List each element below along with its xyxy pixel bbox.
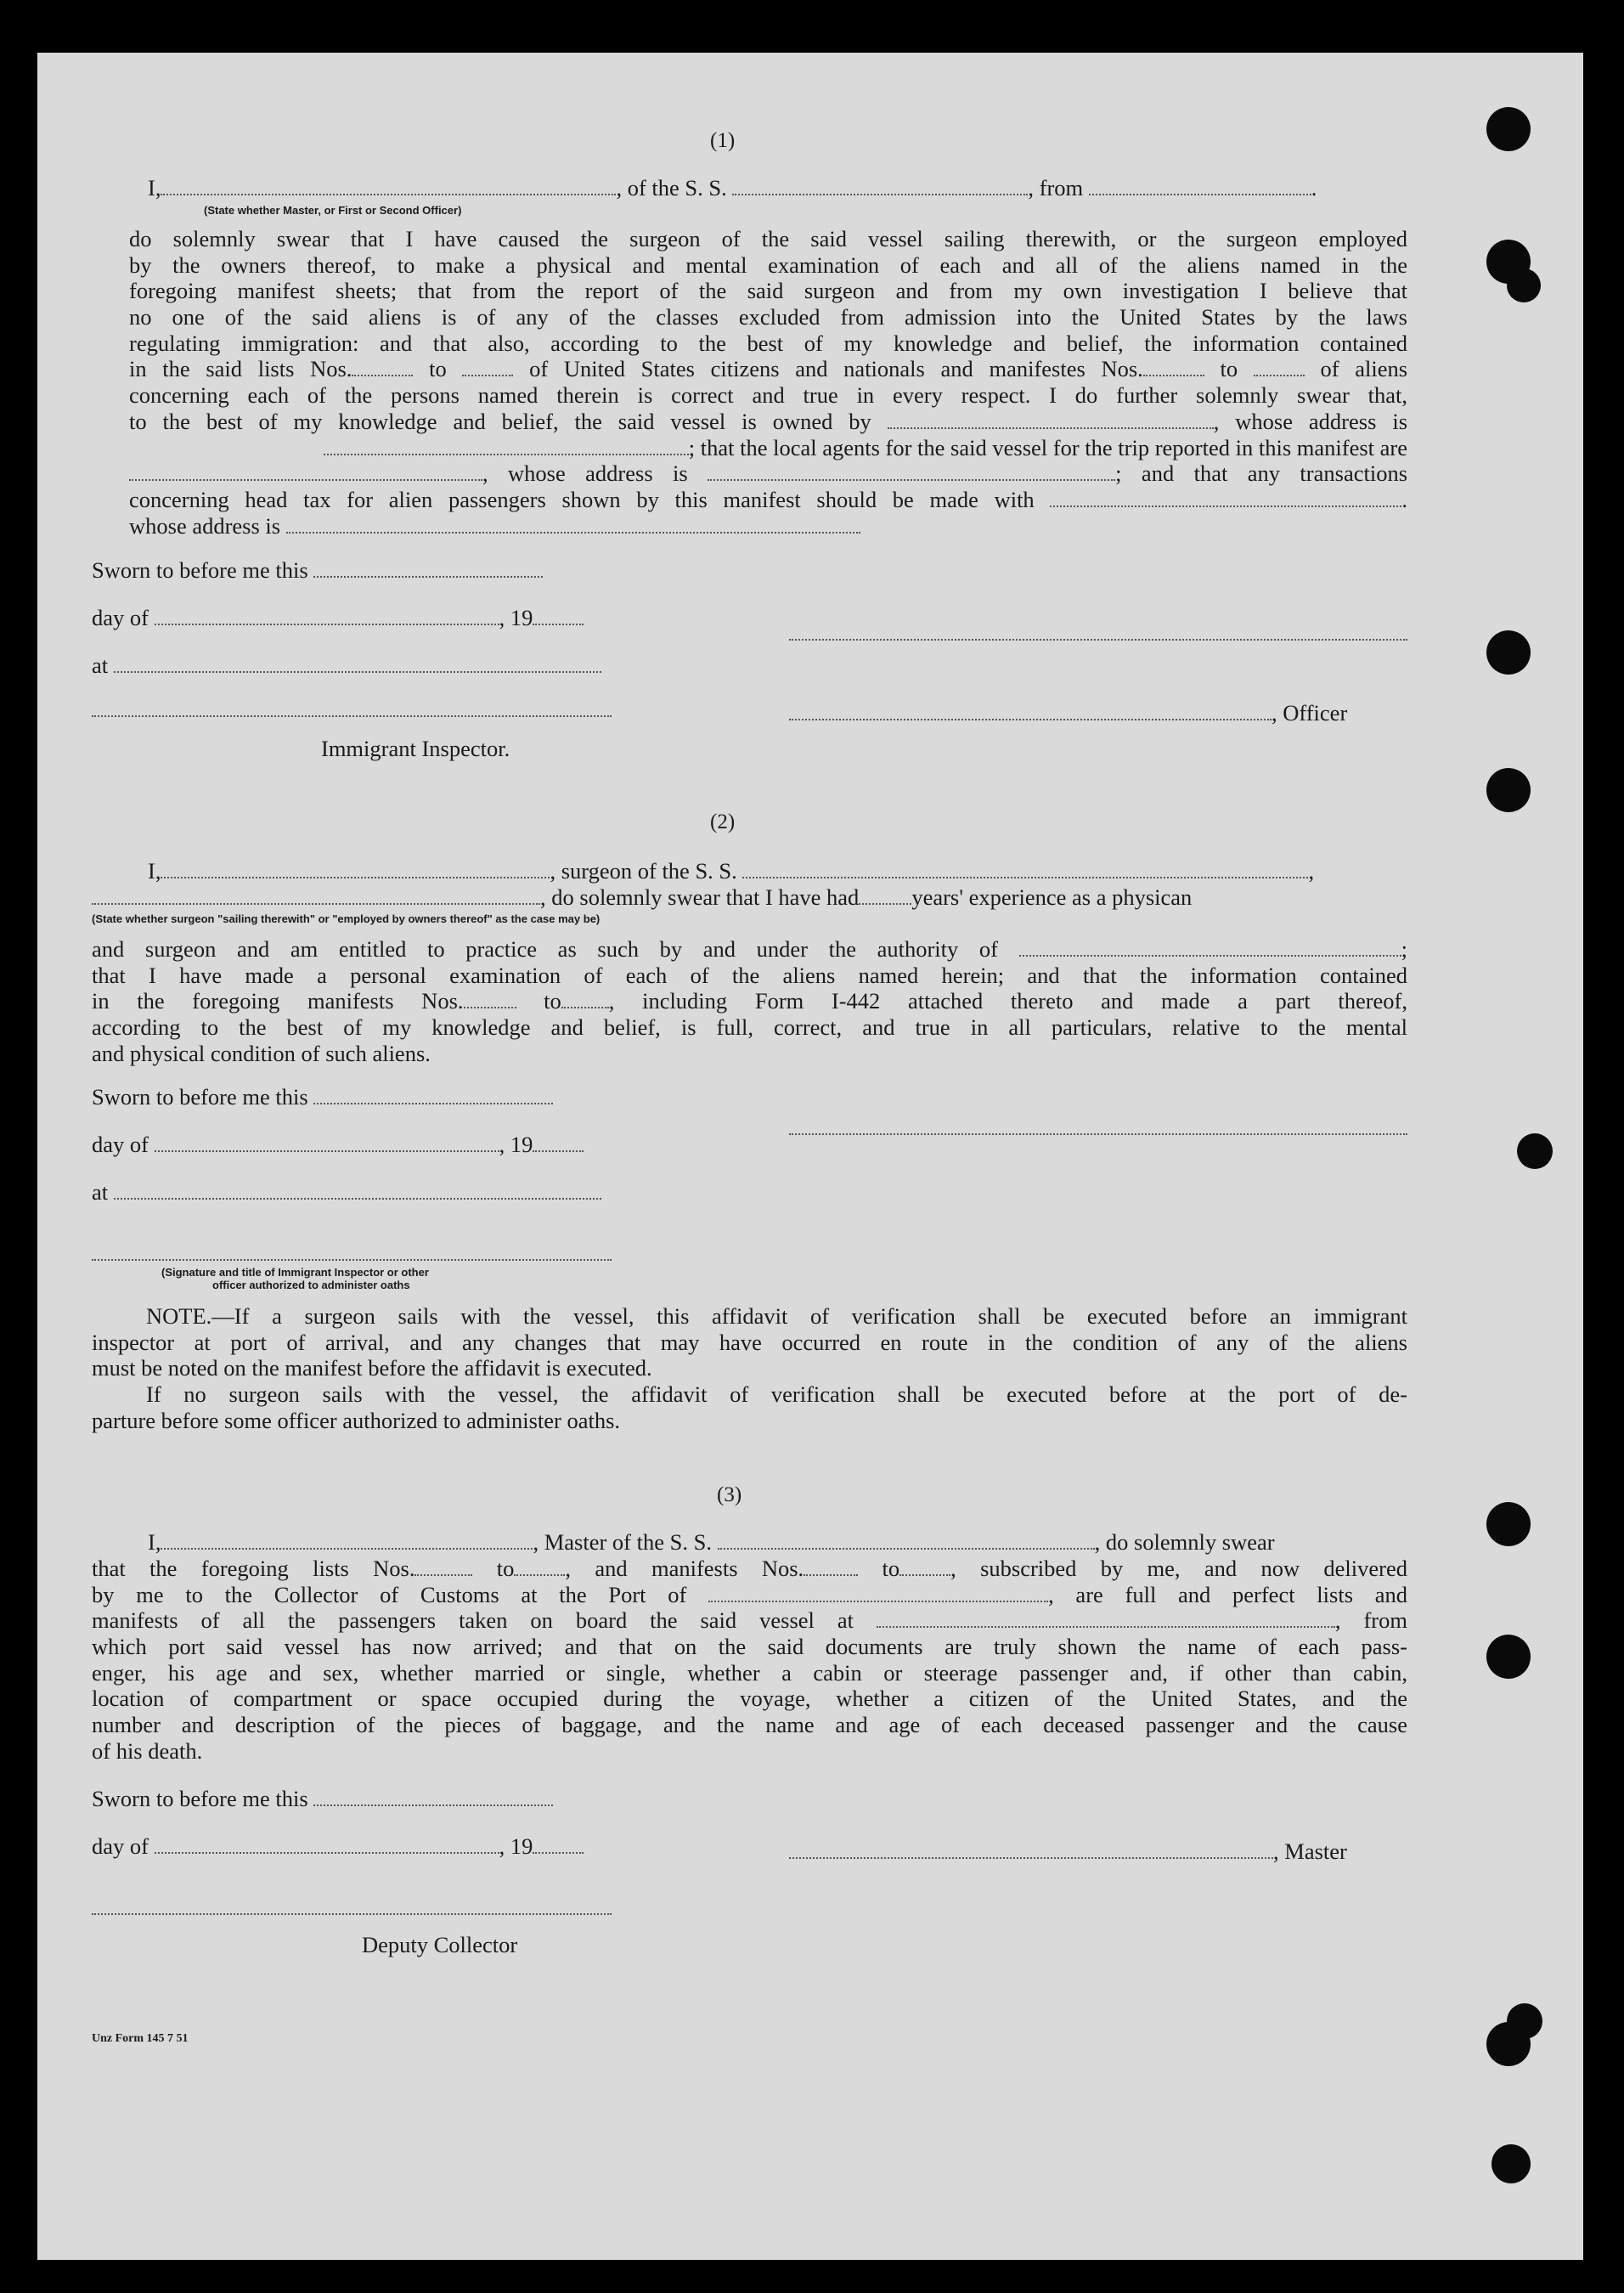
body-line: no one of the said aliens is of any of the classes excluded from admission into the United States by the laws [129,304,1407,330]
note-line: must be noted on the manifest before the affidavit is executed. [92,1355,652,1381]
inspector-signature-line[interactable] [92,1259,612,1261]
master-name-field[interactable] [161,1531,533,1550]
officer-name-field[interactable] [161,177,616,195]
body-line: that the foregoing lists Nos. to , and manifests Nos. to , subscribed by me, and now delivered [92,1556,1407,1581]
lists-to-field[interactable] [462,358,513,376]
manifests-from-field[interactable] [464,990,516,1008]
sworn-line: Sworn to before me this [92,1084,553,1110]
section-number: (2) [710,810,736,833]
body-line: concerning head tax for alien passengers shown by this manifest should be made with . [129,486,1407,512]
body-line: , whose address is ; and that any transactions [129,460,1407,487]
body-line: location of compartment or space occupied during the voyage, whether a citizen of the United States, and the [92,1686,1407,1712]
manifests-from-field[interactable] [804,1557,858,1576]
agents-address-field[interactable] [708,462,1115,481]
head-tax-field[interactable] [1050,489,1401,507]
year-field[interactable] [533,607,584,625]
punch-hole [1486,768,1531,812]
officer-line: , Officer [789,700,1347,726]
body-line: according to the best of my knowledge and belief, is full, correct, and true in all particulars, relative to the mental [92,1014,1407,1041]
signature-line[interactable] [789,639,1407,641]
punch-hole [1517,1133,1553,1169]
oath-line: I, , Master of the S. S. , do solemnly swear [148,1529,1275,1555]
collector-signature-line[interactable] [92,1913,612,1915]
body-line: ; that the local agents for the said vessel for the trip reported in this manifest are [129,435,1407,461]
at-line: at [92,652,601,679]
oath-body [92,1556,1407,1765]
vessel-name-field[interactable] [742,860,1308,878]
vessel-name-field[interactable] [732,177,1028,195]
body-line: whose address is [129,513,1407,539]
punch-hole [1491,2144,1531,2183]
day-field[interactable] [155,607,499,625]
lists-to-field[interactable] [514,1557,565,1576]
body-line: which port said vessel has now arrived; and that on the said documents are truly shown the name of each pass- [92,1634,1407,1660]
signature-note: (Signature and title of Immigrant Inspector or other [161,1266,429,1279]
form-id: Unz Form 145 7 51 [92,2032,189,2045]
text: , from [1028,175,1084,200]
body-line: of his death. [92,1737,203,1764]
day-line: day of , 19 [92,605,584,631]
body-line: enger, his age and sex, whether married or single, whether a cabin or steerage passenger and, if other than cabin, [92,1659,1407,1686]
owner-field[interactable] [888,410,1214,429]
oath-line: I, , surgeon of the S. S. , [148,858,1315,884]
manifests-to-field[interactable] [899,1557,950,1576]
day-line: day of , 19 [92,1833,584,1860]
note-line: If no surgeon sails with the vessel, the affidavit of verification shall be executed before at the port of de- [146,1381,1407,1408]
note-line: parture before some officer authorized to administer oaths. [92,1407,621,1433]
master-signature-field[interactable] [789,1840,1273,1859]
oath-body [129,226,1407,539]
authority-field[interactable] [1019,938,1401,957]
manifests-to-field[interactable] [1254,358,1305,376]
field-note: (State whether surgeon "sailing therewith" or "employed by owners thereof" as the case may be) [92,912,601,925]
signature-note: officer authorized to administer oaths [212,1279,410,1291]
body-line: that I have made a personal examination of each of the aliens named herein; and that the information contained [92,962,1407,988]
manifests-to-field[interactable] [561,990,609,1008]
body-line: foregoing manifest sheets; that from the report of the said surgeon and from my own investigation I believe that [129,278,1407,304]
section-number: (3) [717,1483,742,1506]
text: . [1311,175,1317,200]
years-field[interactable] [859,886,911,905]
body-line: in the foregoing manifests Nos. to , including Form I-442 attached thereto and made a part thereof, [92,988,1407,1014]
punch-hole [1486,630,1531,675]
body-line: do solemnly swear that I have caused the surgeon of the said vessel sailing therewith, or the surgeon employed [129,226,1407,251]
lists-from-field[interactable] [352,358,413,376]
section-number: (1) [710,129,736,152]
day-field[interactable] [155,1835,499,1854]
oath-line [148,175,1317,201]
body-line: regulating immigration: and that also, according to the best of my knowledge and belief, the information contained [129,330,1407,356]
note-line: inspector at port of arrival, and any changes that may have occurred en route in the condition of any of the aliens [92,1329,1407,1355]
from-port-field[interactable] [1089,177,1311,195]
body-line: and physical condition of such aliens. [92,1040,431,1066]
year-field[interactable] [533,1133,584,1152]
surgeon-type-field[interactable] [92,886,540,905]
sworn-field[interactable] [313,1788,553,1806]
sworn-field[interactable] [313,1086,553,1104]
officer-signature-field[interactable] [789,702,1272,720]
at-field[interactable] [114,1181,601,1200]
owner-address-field[interactable] [324,437,689,455]
oath-body [92,936,1407,1066]
day-line: day of , 19 [92,1132,584,1158]
sworn-field[interactable] [313,559,543,578]
inspector-label: Immigrant Inspector. [321,736,510,761]
form-page [37,53,1583,2260]
port-field[interactable] [708,1584,1048,1602]
day-field[interactable] [155,1133,499,1152]
body-line: by the owners thereof, to make a physical and mental examination of each and all of the aliens named in the [129,251,1407,278]
punch-hole [1486,1635,1531,1679]
punch-hole [1486,1502,1531,1546]
body-line: concerning each of the persons named therein is correct and true in every respect. I do further solemnly swear that, [129,382,1407,409]
punch-hole [1507,268,1541,302]
note-line: NOTE.—If a surgeon sails with the vessel, this affidavit of verification shall be executed before an immigrant [146,1303,1407,1329]
master-line: , Master [789,1838,1347,1865]
body-line: in the said lists Nos. to of United States citizens and nationals and manifestes Nos. to of aliens [129,356,1407,382]
punch-hole [1486,107,1531,151]
body-line: manifests of all the passengers taken on board the said vessel at , from [92,1607,1407,1634]
punch-hole [1507,2003,1542,2039]
boarding-port-field[interactable] [877,1609,1335,1628]
body-line: and surgeon and am entitled to practice as such by and under the authority of ; [92,936,1407,962]
head-tax-address-field[interactable] [286,515,860,534]
body-line: number and description of the pieces of baggage, and the name and age of each deceased passenger and the cause [92,1712,1407,1738]
text: , of the S. S. [616,175,727,200]
surgeon-name-field[interactable] [161,860,550,878]
oath-line: , do solemnly swear that I have had years' experience as a physican [92,884,1192,911]
text: I, [148,175,161,200]
surgeon-signature-line[interactable] [789,1133,1407,1135]
year-field[interactable] [533,1835,584,1854]
deputy-label: Deputy Collector [362,1932,518,1957]
lists-from-field[interactable] [414,1557,472,1576]
note-paragraph [92,1303,1407,1433]
body-line: to the best of my knowledge and belief, the said vessel is owned by , whose address is [129,408,1407,434]
sworn-line: Sworn to before me this [92,1786,553,1812]
at-field[interactable] [114,654,601,673]
sworn-line: Sworn to before me this [92,557,543,584]
at-line: at [92,1179,601,1206]
agents-field[interactable] [129,462,482,481]
vessel-name-field[interactable] [718,1531,1095,1550]
field-note: (State whether Master, or First or Second Officer) [204,204,462,217]
manifests-from-field[interactable] [1143,358,1204,376]
body-line: by me to the Collector of Customs at the Port of , are full and perfect lists and [92,1581,1407,1607]
inspector-signature-line[interactable] [92,715,612,717]
